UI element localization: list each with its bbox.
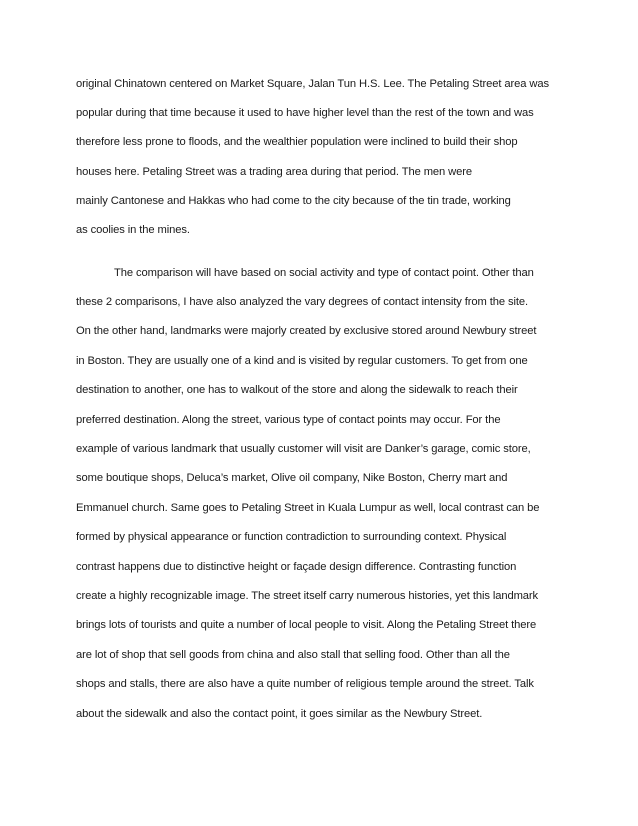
- text-line: brings lots of tourists and quite a number of local people to visit. Along the Petaling Street there: [76, 619, 537, 631]
- text-line: popular during that time because it used to have higher level than the rest of the town and was: [76, 107, 534, 119]
- text-line: about the sidewalk and also the contact point, it goes similar as the Newbury Street.: [76, 708, 483, 720]
- text-line: example of various landmark that usually customer will visit are Danker’s garage, comic store,: [76, 443, 531, 455]
- text-line: Emmanuel church. Same goes to Petaling Street in Kuala Lumpur as well, local contrast can be: [76, 502, 540, 514]
- text-line: On the other hand, landmarks were majorly created by exclusive stored around Newbury street: [76, 325, 537, 337]
- text-line: destination to another, one has to walkout of the store and along the sidewalk to reach their: [76, 384, 518, 396]
- text-line: mainly Cantonese and Hakkas who had come to the city because of the tin trade, working: [76, 195, 511, 207]
- text-line: formed by physical appearance or function contradiction to surrounding context. Physical: [76, 531, 507, 543]
- text-line: houses here. Petaling Street was a trading area during that period. The men were: [76, 166, 473, 178]
- text-line: preferred destination. Along the street, various type of contact points may occur. For the: [76, 414, 501, 426]
- text-line: shops and stalls, there are also have a quite number of religious temple around the street. Talk: [76, 678, 534, 690]
- text-line: are lot of shop that sell goods from china and also stall that selling food. Other than all the: [76, 649, 510, 661]
- text-line: in Boston. They are usually one of a kind and is visited by regular customers. To get from one: [76, 355, 528, 367]
- text-line: these 2 comparisons, I have also analyzed the vary degrees of contact intensity from the site.: [76, 296, 529, 308]
- text-line: create a highly recognizable image. The street itself carry numerous histories, yet this landmark: [76, 590, 539, 602]
- text-line: therefore less prone to floods, and the wealthier population were inclined to build their shop: [76, 136, 518, 148]
- text-line: as coolies in the mines.: [76, 224, 190, 236]
- text-line: contrast happens due to distinctive height or façade design difference. Contrasting function: [76, 561, 517, 573]
- text-line: some boutique shops, Deluca’s market, Olive oil company, Nike Boston, Cherry mart and: [76, 472, 508, 484]
- text-line: The comparison will have based on social activity and type of contact point. Other than: [114, 267, 534, 279]
- text-line: original Chinatown centered on Market Square, Jalan Tun H.S. Lee. The Petaling Street area was: [76, 78, 549, 90]
